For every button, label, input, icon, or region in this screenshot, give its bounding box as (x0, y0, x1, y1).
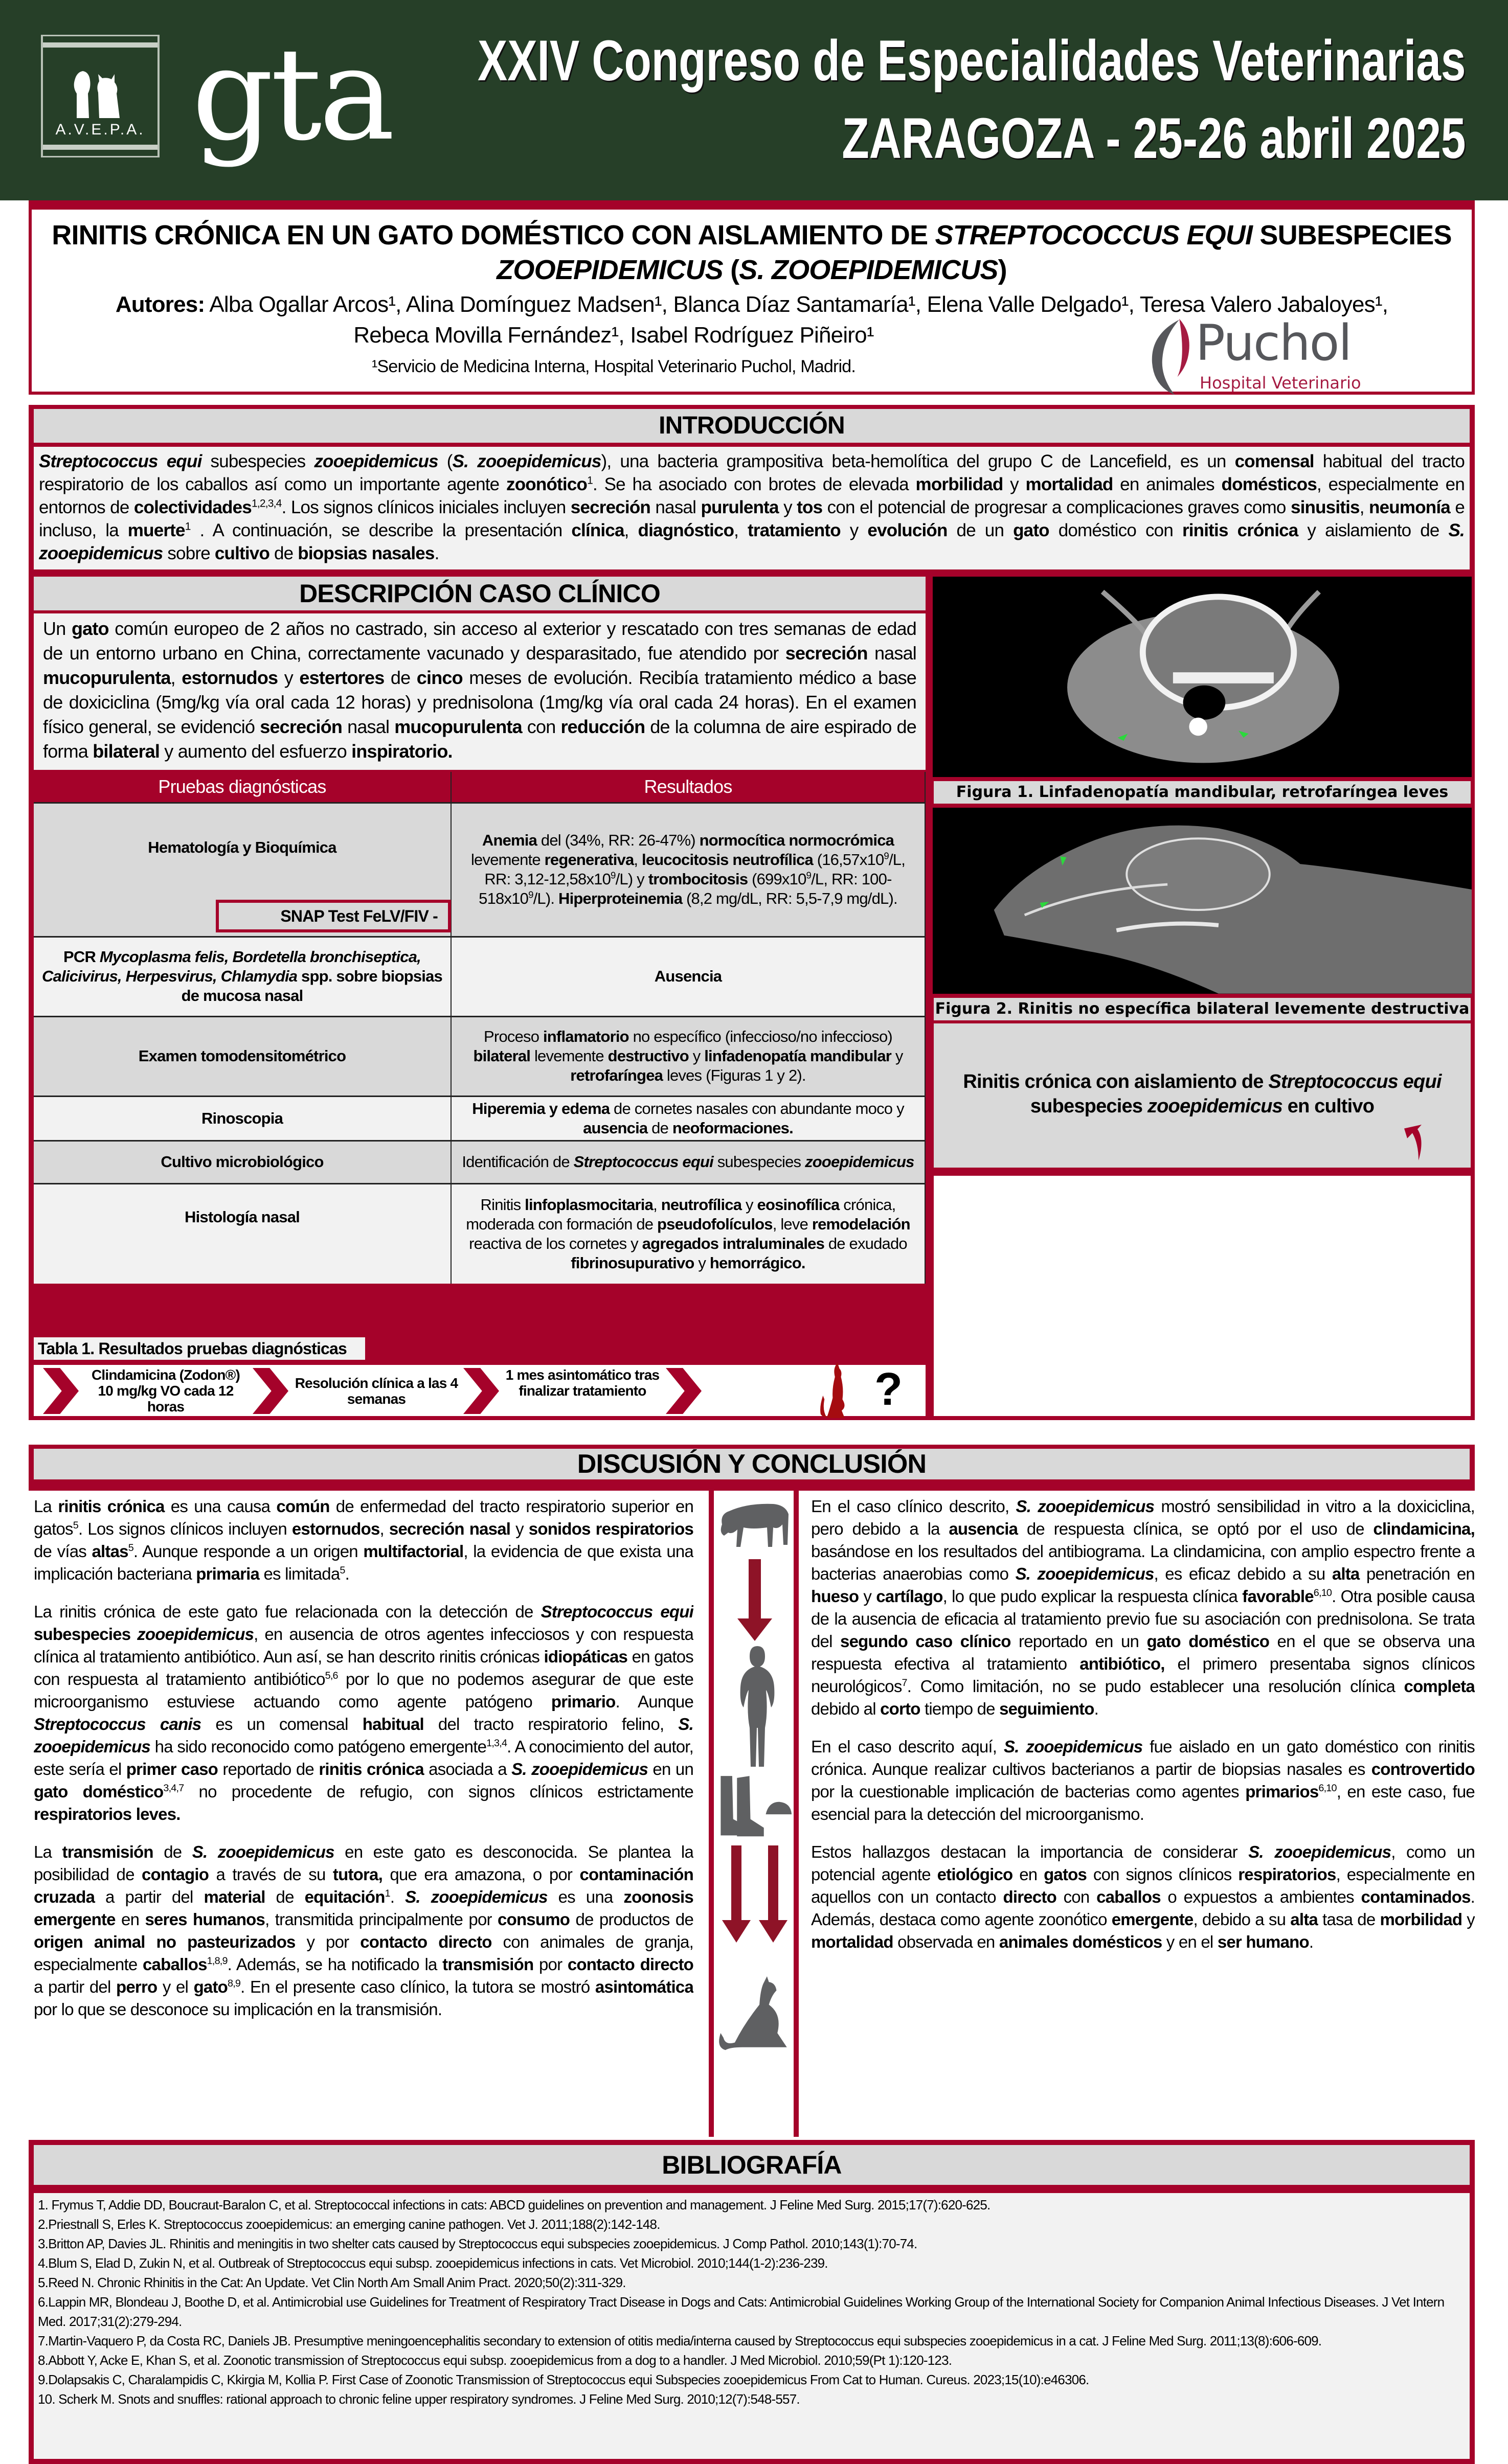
discussion-paragraph: En el caso descrito aquí, S. zooepidemicus fue aislado en un gato doméstico con rinitis crónica. Aunque realizar cultivos bacterianos a partir de biopsias nasales es controvertido por la cuestionable implicación de bacterias como agentes primarios$^{6,10}$, en este caso, fue esencial para la detección del microorganismo. (811, 1737, 1475, 1823)
ct-sagittal-image (933, 808, 1472, 994)
reference-item: 6.Lappin MR, Blondeau J, Boothe D, et al. Antimicrobial use Guidelines for Treatment of Respiratory Tract Disease in Dogs and Cats: Antimicrobial Guidelines Working Group of the International Society for Companion Animal Infectious Diseases. J Vet Intern Med. 2017;31(2):279-294. (38, 2294, 1445, 2329)
reference-item: 2.Priestnall S, Erles K. Streptococcus zooepidemicus: an emerging canine pathogen. Vet J. 2011;188(2):142-148. (38, 2217, 660, 2232)
table-cell-test: Examen tomodensitométrico (34, 1016, 451, 1096)
figure1-caption: Figura 1. Linfadenopatía mandibular, retrofaríngea leves (934, 781, 1471, 804)
intro-heading: INTRODUCCIÓN (34, 409, 1470, 443)
discussion-left-column (34, 1495, 693, 2129)
bibliography-list (34, 2193, 1470, 2459)
table-cell-result: Hiperemia y edema de cornetes nasales con abundante moco y ausencia de neoformaciones. (451, 1096, 925, 1140)
arrow-down-icon (721, 1845, 752, 1943)
woman-icon (734, 1646, 780, 1769)
table-cell-test: Histología nasal (34, 1183, 451, 1284)
transmission-diagram (709, 1488, 799, 2137)
reference-item: 9.Dolapsakis C, Charalampidis C, Kkirgia M, Kollia P. First Case of Zoonotic Transmission of Streptococcus equi Subspecies zooepidemicus From Cat to Human. Cureus. 2023;15(10):e46306. (38, 2372, 1089, 2387)
table-cell-result: Ausencia (451, 937, 925, 1016)
timeline-step-followup: 1 mes asintomático tras finalizar tratamiento (505, 1367, 660, 1399)
chevron-right-icon (253, 1368, 288, 1414)
table-row (34, 1096, 925, 1140)
discussion-paragraph: En el caso clínico descrito, S. zooepidemicus mostró sensibilidad in vitro a la doxiciclina, pero debido a la ausencia de respuesta clínica, se optó por el uso de clindamicina, basándose en los resultados del antibiograma. La clindamicina, con amplio espectro frente a bacterias anaerobias como S. zooepidemicus, es eficaz debido a su alta penetración en hueso y cartílago, lo que pudo explicar la respuesta clínica favorable$^{6,10}$. Otra posible causa de la ausencia de eficacia al tratamiento previo fue su asociación con prednisolona. Se trata del segundo caso clínico reportado en un gato doméstico en el que se observa una respuesta efectiva al tratamiento antibiótico, el primero presentaba signos clínicos neurológicos$^7$. Como limitación, no se pudo establecer una resolución clínica completa debido al corto tiempo de seguimiento. (811, 1497, 1475, 1718)
discussion-paragraph: La rinitis crónica es una causa común de enfermedad del tracto respiratorio superior en gatos$^5$. Los signos clínicos incluyen estornudos, secreción nasal y sonidos respiratorios de vías altas$^5$. Aunque responde a un origen multifactorial, la evidencia de que exista una implicación bacteriana primaria es limitada$^5$. (34, 1497, 693, 1583)
table-row (34, 1140, 925, 1183)
table-cell-result: Proceso inflamatorio no específico (infeccioso/no infeccioso) bilateral levemente destructivo y linfadenopatía mandibular y retrofaríngea leves (Figuras 1 y 2). (451, 1016, 925, 1096)
reference-item: 5.Reed N. Chronic Rhinitis in the Cat: An Update. Vet Clin North Am Small Anim Pract. 2020;50(2):311-329. (38, 2275, 626, 2290)
discussion-paragraph: Estos hallazgos destacan la importancia de considerar S. zooepidemicus, como un potencial agente etiológico en gatos con signos clínicos respiratorios, especialmente en aquellos con un contacto directo con caballos o expuestos a ambientes contaminados. Además, destaca como agente zoonótico emergente, debido a su alta tasa de morbilidad y mortalidad observada en animales domésticos y en el ser humano. (811, 1842, 1475, 1951)
timeline-step-resolution: Resolución clínica a las 4 semanas (295, 1375, 458, 1407)
ct-transverse-drawing (933, 577, 1472, 777)
table-cell-result: Rinitis linfoplasmocitaria, neutrofílica y eosinofílica crónica, moderada con formación de pseudofolículos, leve remodelación reactiva de los cornetes y agregados intraluminales de exudado fibrinosupurativo y hemorrágico. (451, 1183, 925, 1284)
table-row (34, 1183, 925, 1284)
bibliography-heading: BIBLIOGRAFÍA (34, 2145, 1470, 2185)
puchol-logo-subtitle: Hospital Veterinario (1200, 373, 1361, 393)
table-header-row (34, 772, 925, 803)
table-row (34, 937, 925, 1016)
table-row (34, 803, 925, 937)
puchol-hospital-logo (1146, 315, 1453, 397)
table-cell-test: Cultivo microbiológico (34, 1140, 451, 1183)
discussion-paragraph: La rinitis crónica de este gato fue relacionada con la detección de Streptococcus equi subespecies zooepidemicus, en ausencia de otros agentes infecciosos y con respuesta clínica al tratamiento antibiótico. Aun así, se han descrito rinitis crónicas idiopáticas en gatos con respuesta al tratamiento antibiótico$^{5,6}$ por lo que no podemos asegurar de que este microorganismo estuviese actuando como agente patógeno primario. Aunque Streptococcus canis es un comensal habitual del tracto respiratorio felino, S. zooepidemicus ha sido reconocido como patógeno emergente$^{1,3,4}$. A conocimiento del autor, este sería el primer caso reportado de rinitis crónica asociada a S. zooepidemicus en un gato doméstico$^{3,4,7}$ no procedente de refugio, con signos clínicos estrictamente respiratorios leves. (34, 1602, 693, 1823)
reference-item: 10. Scherk M. Snots and snuffles: rational approach to chronic feline upper respiratory syndromes. J Feline Med Surg. 2010;12(7):548-557. (38, 2391, 800, 2407)
avepa-logo-text: A.V.E.P.A. (55, 121, 145, 138)
chevron-right-icon (666, 1368, 702, 1414)
riding-gear-icon (716, 1774, 793, 1840)
conference-title-line1: XXIV Congreso de Especialidades Veterinarias (478, 29, 1466, 93)
table-cell-result: Identificación de Streptococcus equi subespecies zooepidemicus (451, 1140, 925, 1183)
figures-bottom-border (930, 1168, 1475, 1176)
reference-item: 3.Britton AP, Davies JL. Rhinitis and meningitis in two shelter cats caused by Streptococcus equi subspecies zooepidemicus. J Comp Pathol. 2010;143(1):70-74. (38, 2236, 917, 2251)
table-cell-test: PCR Mycoplasma felis, Bordetella bronchiseptica, Calicivirus, Herpesvirus, Chlamydia spp. sobre biopsias de mucosa nasal (34, 937, 451, 1016)
reference-item: 7.Martin-Vaquero P, da Costa RC, Daniels JB. Presumptive meningoencephalitis secondary to extension of otitis media/interna caused by Streptococcus equi subspecies zooepidemicus in a cat. J Feline Med Surg. 2011;13(8):606-609. (38, 2333, 1322, 2348)
conference-title-line2: ZARAGOZA - 25-26 abril 2025 (842, 106, 1466, 170)
reference-item: 4.Blum S, Elad D, Zukin N, et al. Outbreak of Streptococcus equi subsp. zooepidemicus infections in cats. Vet Microbiol. 2010;144(1-2):236-239. (38, 2255, 828, 2271)
title-box (29, 200, 1475, 395)
col-header-results: Resultados (451, 772, 925, 803)
poster-title: RINITIS CRÓNICA EN UN GATO DOMÉSTICO CON AISLAMIENTO DE STREPTOCOCCUS EQUI SUBESPECIES ZOOEPIDEMICUS (S. ZOOEPIDEMICUS) (52, 220, 1452, 285)
chevron-right-icon (463, 1368, 499, 1414)
intro-text: Streptococcus equi subespecies zooepidemicus (S. zooepidemicus), una bacteria grampositiva beta-hemolítica del grupo C de Lancefield, es un comensal habitual del tracto respiratorio de los caballos así como un importante agente zoonótico$^1$. Se ha asociado con brotes de elevada morbilidad y mortalidad en animales domésticos, especialmente en entornos de colectividades$^{1,2,3,4}$. Los signos clínicos iniciales incluyen secreción nasal purulenta y tos con el potencial de progresar a complicaciones graves como sinusitis, neumonía e incluso, la muerte$^1$ . A continuación, se describe la presentación clínica, diagnóstico, tratamiento y evolución de un gato doméstico con rinitis crónica y aislamiento de S. zooepidemicus sobre cultivo de biopsias nasales. (34, 447, 1470, 569)
snap-test-result: SNAP Test FeLV/FIV - (216, 900, 451, 932)
table-cell-test: Rinoscopia (34, 1096, 451, 1140)
discussion-heading: DISCUSIÓN Y CONCLUSIÓN (34, 1449, 1470, 1479)
table-cell-test: Hematología y Bioquímica (34, 803, 451, 937)
figures-bottom-spacer (934, 1176, 1471, 1416)
cat-icon (716, 1973, 792, 2055)
ct-sagittal-drawing (933, 808, 1472, 994)
dog-cat-icon (67, 57, 134, 118)
ct-transverse-image (933, 577, 1472, 777)
reference-item: 1. Frymus T, Addie DD, Boucraut-Baralon C, et al. Streptococcal infections in cats: ABCD guidelines on prevention and management. J Feline Med Surg. 2015;17(7):620-625. (38, 2197, 991, 2212)
conference-title (478, 27, 1466, 173)
avepa-logo (41, 35, 160, 157)
arrow-down-icon (758, 1845, 789, 1943)
authors: Autores: Alba Ogallar Arcos¹, Alina Domínguez Madsen¹, Blanca Díaz Santamaría¹, Elena Valle Delgado¹, Teresa Valero Jabaloyes¹, Rebeca Movilla Fernández¹, Isabel Rodríguez Piñeiro¹ (115, 292, 1388, 348)
affiliation: ¹Servicio de Medicina Interna, Hospital Veterinario Puchol, Madrid. (371, 357, 856, 376)
discussion-paragraph: La transmisión de S. zooepidemicus en este gato es desconocida. Se plantea la posibilidad de contagio a través de su tutora, que era amazona, o por contaminación cruzada a partir del material de equitación$^1$. S. zooepidemicus es una zoonosis emergente en seres humanos, transmitida principalmente por consumo de productos de origen animal no pasteurizados y por contacto directo con animales de granja, especialmente caballos$^{1,8,9}$. Además, se ha notificado la transmisión por contacto directo a partir del perro y el gato$^{8,9}$. En el presente caso clínico, la tutora se mostró asintomática por lo que se desconoce su implicación en la transmisión. (34, 1842, 693, 2019)
case-heading: DESCRIPCIÓN CASO CLÍNICO (34, 577, 926, 610)
diagnostic-table (34, 772, 926, 1284)
question-mark: ? (874, 1364, 903, 1415)
timeline-step-treatment: Clindamicina (Zodon®) 10 mg/kg VO cada 12 horas (91, 1367, 240, 1414)
horse-icon (717, 1494, 794, 1550)
chevron-right-icon (43, 1368, 79, 1414)
table-caption: Tabla 1. Resultados pruebas diagnósticas (31, 1334, 368, 1363)
case-text: Un gato común europeo de 2 años no castrado, sin acceso al exterior y rescatado con tres semanas de edad de un entorno urbano en China, correctamente vacunado y desparasitado, fue atendido por secreción nasal mucopurulenta, estornudos y estertores de cinco meses de evolución. Recibía tratamiento médico a base de doxiciclina (5mg/kg vía oral cada 12 horas) y prednisolona (1mg/kg vía oral cada 24 horas). En el examen físico general, se evidenció secreción nasal mucopurulenta con reducción de la columna de aire espirado de forma bilateral y aumento del esfuerzo inspiratorio. (34, 613, 926, 770)
summary-box: Rinitis crónica con aislamiento de Streptococcus equi subespecies zooepidemicus en cultivo (934, 1023, 1471, 1168)
puchol-logo-name: Puchol (1196, 314, 1352, 372)
table-row (34, 1016, 925, 1096)
curved-arrow-icon (1401, 1125, 1427, 1160)
discussion-right-column (811, 1495, 1475, 2129)
conference-banner (0, 0, 1508, 200)
puchol-crescent-icon (1146, 315, 1203, 397)
table-cell-result: Anemia del (34%, RR: 26-47%) normocítica normocrómica levemente regenerativa, leucocitosis neutrofílica ($16,57x10^9/L$, RR: $3,12-12,58x10^9/L$) y trombocitosis ($699x10^9/L$, RR: $100-518x10^9/L$). Hiperproteinemia (8,2 mg/dL, RR: 5,5-7,9 mg/dL). (451, 803, 925, 937)
gta-logo: gta (192, 20, 392, 169)
figure2-caption: Figura 2. Rinitis no específica bilateral levemente destructiva (934, 998, 1471, 1020)
arrow-down-icon (734, 1559, 775, 1641)
cat-silhouette-icon (813, 1362, 859, 1418)
col-header-tests: Pruebas diagnósticas (34, 772, 451, 803)
reference-item: 8.Abbott Y, Acke E, Khan S, et al. Zoonotic transmission of Streptococcus equi subsp. zooepidemicus from a dog to a handler. J Med Microbiol. 2010;59(Pt 1):120-123. (38, 2353, 952, 2368)
